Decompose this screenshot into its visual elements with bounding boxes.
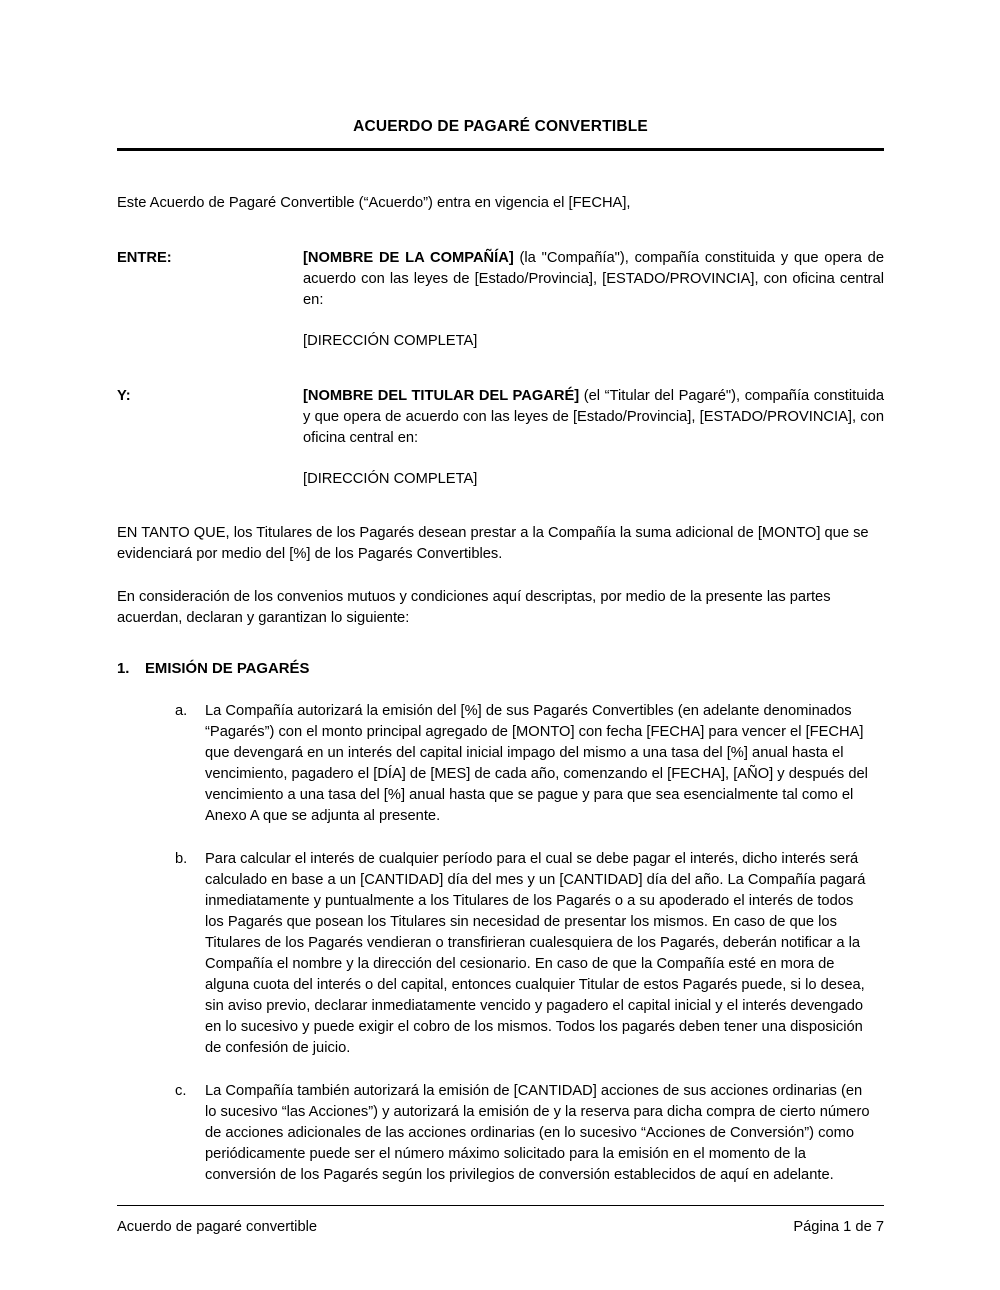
list-item-marker: c. (175, 1082, 187, 1099)
footer-page-number: Página 1 de 7 (793, 1219, 884, 1235)
header-divider (117, 148, 884, 151)
party-block-entre (117, 248, 884, 352)
party-address: [DIRECCIÓN COMPLETA] (303, 333, 478, 350)
list-item-text: Para calcular el interés de cualquier período para el cual se debe pagar el interés, dicho interés será calculado en base a un [CANTIDAD] día del mes y un [CANTIDAD] día del año. La Compañía pagará inmediatamente y puntualmente a los Titulares de los Pagarés o a su apoderado el interés de todos los Pagarés que posean los Titulares sin necesidad de presentar los mismos. En caso de que los Titulares de los Pagarés vendieran o transfirieran cualesquiera de los Pagarés, deberán notificar a la Compañía el nombre y la dirección del cesionario. En caso de que la Compañía esté en mora de alguna cuota del interés o del capital, entonces cualquier Titular de estos Pagarés puede, si lo desea, sin aviso previo, declarar inmediatamente vencido y pagadero el capital inicial y el interés devengado en lo sucesivo y puede exigir el cobro de los mismos. Todos los pagarés deben tener una disposición de confesión de juicio. (205, 850, 866, 1056)
recital-paragraph: En consideración de los convenios mutuos y condiciones aquí descriptas, por medio de la presente las partes acuerdan, declaran y garantizan lo siguiente: (117, 589, 831, 627)
footer-divider (117, 1205, 884, 1206)
recital-paragraph: EN TANTO QUE, los Titulares de los Pagarés desean prestar a la Compañía la suma adicional de [MONTO] que se evidenciará por medio del [%] de los Pagarés Convertibles. (117, 525, 869, 563)
party-address: [DIRECCIÓN COMPLETA] (303, 471, 478, 488)
party-block-y (117, 386, 884, 490)
section-number: 1. (117, 661, 130, 678)
lettered-list (117, 701, 884, 1186)
party-body (303, 248, 884, 352)
list-item (117, 849, 884, 1059)
party-body (303, 386, 884, 490)
list-item (117, 1081, 884, 1186)
page-title: ACUERDO DE PAGARÉ CONVERTIBLE (353, 118, 648, 135)
party-label: ENTRE: (117, 250, 172, 267)
list-item-marker: b. (175, 850, 188, 867)
list-item-marker: a. (175, 702, 188, 719)
footer-document-name: Acuerdo de pagaré convertible (117, 1219, 318, 1235)
document-body (117, 193, 884, 1186)
list-item-text: La Compañía también autorizará la emisión de [CANTIDAD] acciones de sus acciones ordinarias (en lo sucesivo “las Acciones”) y autorizará la emisión de y la reserva para dicha compra de cierto número de acciones adicionales de las acciones ordinarias (en lo sucesivo “Acciones de Conversión”) como periódicamente puede ser el número máximo solicitado para la emisión en el momento de la conversión de los Pagarés según los privilegios de conversión establecidos de aquí en adelante. (205, 1082, 870, 1183)
intro-paragraph: Este Acuerdo de Pagaré Convertible (“Acuerdo”) entra en vigencia el [FECHA], (117, 195, 631, 211)
party-name: [NOMBRE DE LA COMPAÑÍA] (303, 250, 514, 267)
section-heading (117, 659, 884, 680)
document-header (117, 118, 884, 151)
party-description: (la "Compañía"), compañía constituida y que opera de acuerdo con las leyes de [Estado/Provincia], [ESTADO/PROVINCIA], con oficina central en: (303, 250, 884, 309)
document-footer (117, 1205, 884, 1235)
party-name: [NOMBRE DEL TITULAR DEL PAGARÉ] (303, 388, 580, 405)
party-description: (el “Titular del Pagaré"), compañía constituida y que opera de acuerdo con las leyes de [Estado/Provincia], [ESTADO/PROVINCIA], con oficina central en: (303, 388, 884, 447)
list-item (117, 701, 884, 827)
list-item-text: La Compañía autorizará la emisión del [%] de sus Pagarés Convertibles (en adelante denominados “Pagarés”) con el monto principal agregado de [MONTO] con fecha [FECHA] para vencer el [FECHA] que devengará en un interés del capital inicial impago del mismo a una tasa del [%] anual hasta el vencimiento, pagadero el [DÍA] de [MES] de cada año, comenzando el [FECHA], [AÑO] y después del vencimiento a una tasa del [%] anual hasta que se pague y para que sea esencialmente tal como el Anexo A que se adjunta al presente. (205, 702, 868, 824)
footer-row (117, 1219, 884, 1235)
party-label: Y: (117, 388, 131, 405)
section-title: EMISIÓN DE PAGARÉS (145, 661, 310, 678)
